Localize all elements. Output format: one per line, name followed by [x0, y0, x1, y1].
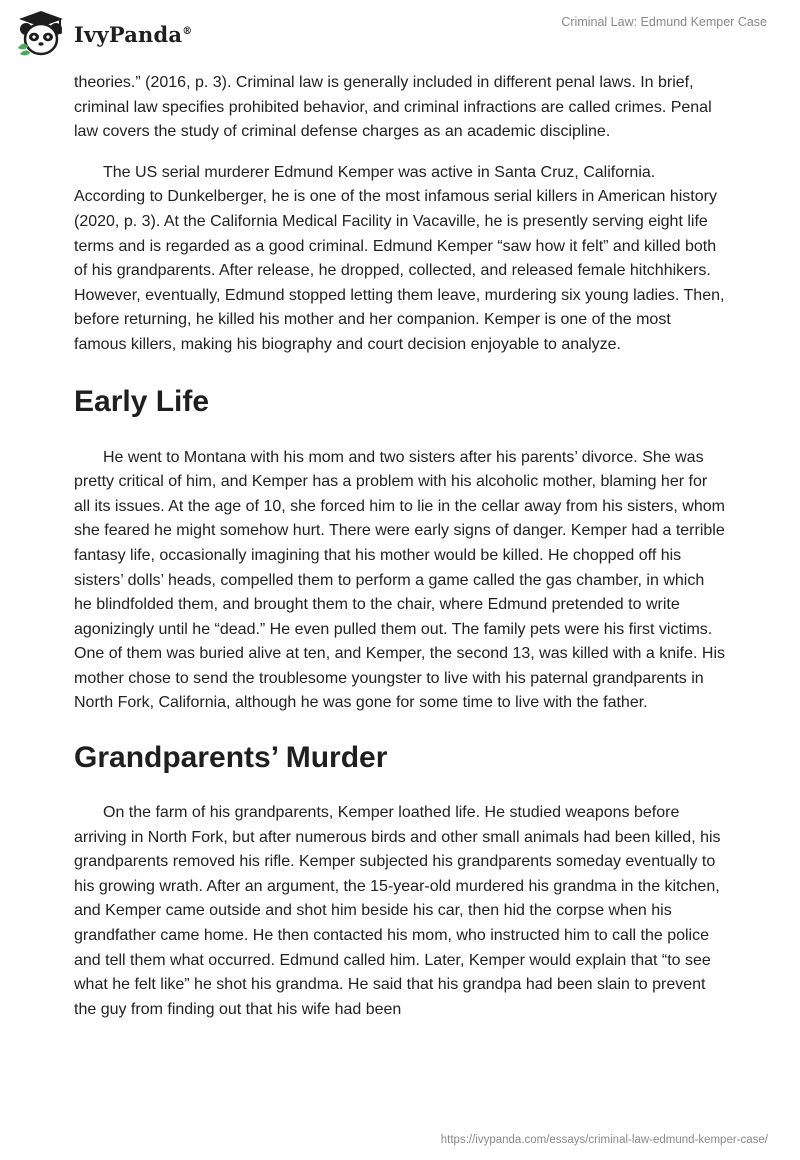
paragraph-early-life: He went to Montana with his mom and two sisters after his parents’ divorce. She was pretty critical of him, and Kemper has a problem with his alcoholic mother, blaming her for all its issues. At the age of 10, she forced him to lie in the cellar away from his sisters, whom she feared he might somehow hurt. There were early signs of danger. Kemper had a terrible fantasy life, occasionally imagining that his mother would be killed. He chopped off his sisters’ dolls’ heads, compelled them to perform a game called the gas chamber, in which he blindfolded them, and brought them to the chair, where Edmund pretended to write agonizingly until he “dead.” He even pulled them out. The family pets were his first victims. One of them was buried alive at ten, and Kemper, the second 13, was killed with a knife. His mother chose to send the troublesome youngster to live with his paternal grandparents in North Fork, California, although he was gone for some time to live with the father. — [74, 448, 726, 712]
heading-grandparents-murder: Grandparents’ Murder — [74, 741, 388, 775]
panda-graduate-icon — [14, 8, 68, 58]
logo-wordmark: IvyPanda — [74, 21, 183, 47]
logo-text — [74, 22, 192, 47]
paragraph-kemper-overview: The US serial murderer Edmund Kemper was active in Santa Cruz, California. According to Dunkelberger, he is one of the most infamous serial killers in American history (2020, p. 3). At the California Medical Facility in Vacaville, he is presently serving eight life terms and is regarded as a good criminal. Edmund Kemper “saw how it felt” and killed both of his grandparents. After release, he dropped, collected, and released female hitchhikers. However, eventually, Edmund stopped letting them leave, murdering six young ladies. Then, before returning, he killed his mother and her companion. Kemper is one of the most famous killers, making his biography and court decision enjoyable to analyze. — [74, 163, 725, 353]
ivypanda-logo[interactable] — [14, 8, 192, 58]
heading-early-life: Early Life — [74, 384, 210, 418]
essay-content — [74, 71, 726, 1022]
source-url[interactable]: https://ivypanda.com/essays/criminal-law-edmund-kemper-case/ — [440, 1134, 768, 1146]
registered-mark: ® — [182, 25, 193, 37]
paragraph-intro-end: theories.” (2016, p. 3). Criminal law is generally included in different penal laws. In brief, criminal law specifies prohibited behavior, and criminal infractions are called crimes. Penal law covers the study of criminal defense charges as an academic discipline. — [74, 74, 712, 141]
page-header — [0, 0, 800, 70]
document-title: Criminal Law: Edmund Kemper Case — [561, 15, 767, 29]
paragraph-grandparents-murder: On the farm of his grandparents, Kemper loathed life. He studied weapons before arriving in North Fork, but after numerous birds and other small animals had been killed, his grandparents removed his rifle. Kemper subjected his grandparents someday eventually to his growing wrath. After an argument, the 15-year-old murdered his grandma in the kitchen, and Kemper came outside and shot him beside his car, then hid the corpse when his grandfather came home. He then contacted his mom, who instructed him to call the police and tell them what occurred. Edmund called him. Later, Kemper would explain that “to see what he felt like” he shot his grandma. He said that his grandpa had been slain to prevent the guy from finding out that his wife had been — [74, 804, 721, 1018]
